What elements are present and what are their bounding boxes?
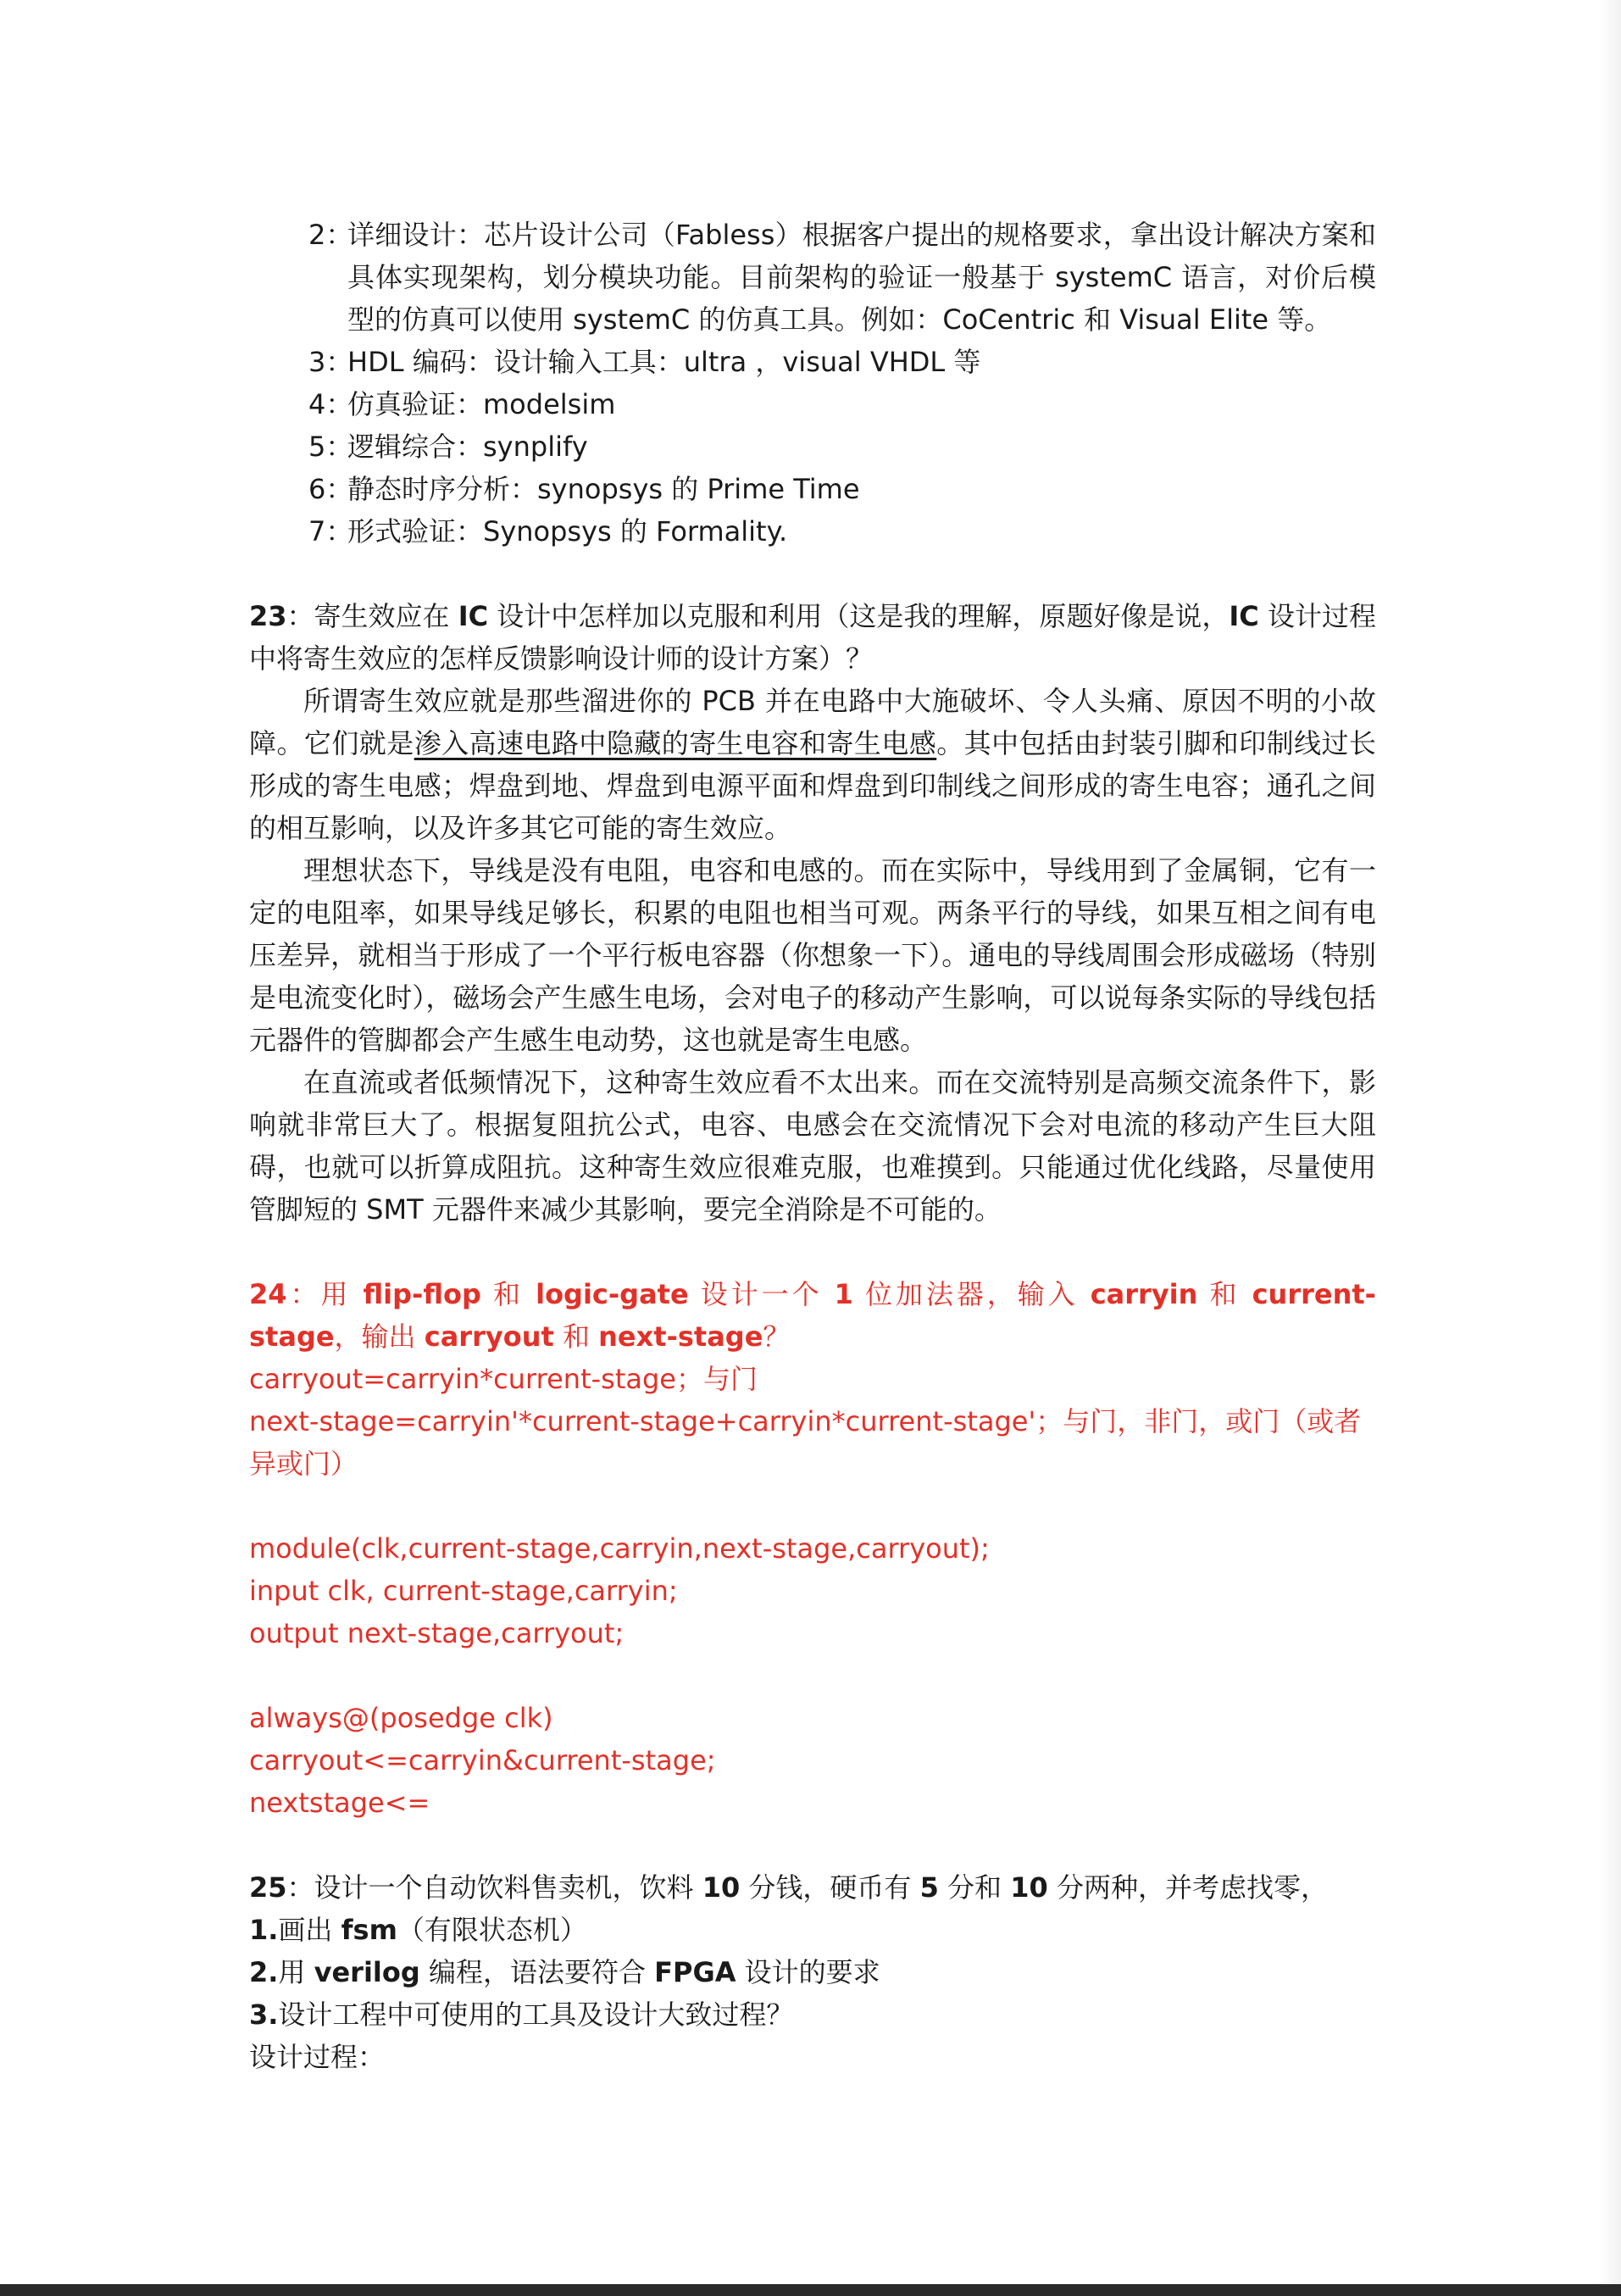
code-line: carryout<=carryin&current-stage; (249, 1744, 716, 1776)
item-term: fsm (341, 1914, 397, 1946)
title-text: 分钱，硬币有 (740, 1871, 920, 1904)
title-text: ：用 (286, 1278, 364, 1310)
title-text: 分和 (938, 1871, 1011, 1904)
question-25 (249, 1866, 1376, 2078)
list-number: 7： (308, 515, 353, 548)
paragraph-text: 所谓寄生效应就是那些溜进你的 PCB 并在电路中大施破坏、令人头痛、原因不明的小故障。它们就是 (249, 685, 1376, 759)
list-text: 静态时序分析：synopsys 的 Prime Time (347, 473, 860, 505)
question-24-title (249, 1273, 1376, 1358)
code-line: output next-stage,carryout; (249, 1617, 625, 1649)
paragraph-text: 。其中包括由封装引脚和印制线过长形成的寄生电感；焊盘到地、焊盘到电源平面和焊盘到印制线之间形成的寄生电容；通孔之间的相互影响，以及许多其它可能的寄生效应。 (249, 727, 1376, 844)
code-line: input clk, current-stage,carryin; (249, 1575, 678, 1607)
item-term: verilog (314, 1956, 420, 1988)
title-text: ：设计一个自动饮料售卖机，饮料 (286, 1871, 702, 1904)
design-flow-list (249, 214, 1376, 553)
item-text: 画出 (278, 1914, 341, 1946)
paragraph (249, 680, 1376, 849)
document-body (249, 214, 1376, 2078)
title-term: 5 (919, 1871, 939, 1904)
design-process-label: 设计过程： (249, 2041, 386, 2073)
code-line: module(clk,current-stage,carryin,next-stage,carryout); (249, 1532, 990, 1565)
title-text: ，输出 (334, 1320, 425, 1353)
question-number: 25 (249, 1871, 287, 1904)
equation-next-stage: next-stage=carryin'*current-stage+carryin*current-stage'；与门，非门，或门（或者异或门） (249, 1405, 1362, 1480)
requirement-item (249, 1951, 1376, 1993)
title-text: 和 (480, 1278, 536, 1310)
item-text: 设计工程中可使用的工具及设计大致过程？ (278, 1999, 794, 2031)
list-text: 详细设计：芯片设计公司（Fabless）根据客户提出的规格要求，拿出设计解决方案和具体实现架构，划分模块功能。目前架构的验证一般基于 systemC 语言，对价后模型的仿真可以使用 systemC 的仿真工具。例如：CoCentric 和 Visual Elite 等。 (347, 219, 1376, 336)
list-item (249, 425, 1376, 468)
list-item (249, 510, 1376, 553)
title-term: IC (458, 600, 489, 632)
title-term: current-stage (249, 1278, 1376, 1353)
list-number: 4： (308, 388, 353, 420)
title-text: 位加法器，输入 (852, 1278, 1091, 1310)
title-text: 和 (1197, 1278, 1252, 1310)
list-item (249, 341, 1376, 383)
underlined-text: 渗入高速电路中隐藏的寄生电容和寄生电感 (414, 727, 937, 759)
list-text: 仿真验证：modelsim (347, 388, 616, 420)
item-text: （有限状态机） (397, 1914, 587, 1946)
title-text: 和 (553, 1320, 599, 1353)
paragraph: 理想状态下，导线是没有电阻，电容和电感的。而在实际中，导线用到了金属铜，它有一定的电阻率，如果导线足够长，积累的电阻也相当可观。两条平行的导线，如果互相之间有电压差异，就相当于形成了一个平行板电容器（你想象一下）。通电的导线周围会形成磁场（特别是电流变化时），磁场会产生感生电场，会对电子的移动产生影响，可以说每条实际的导线包括元器件的管脚都会产生感生电动势，这也就是寄生电感。 (249, 854, 1376, 1056)
code-line: always@(posedge clk) (249, 1702, 553, 1734)
item-text: 编程，语法要符合 (419, 1956, 655, 1988)
list-number: 2： (308, 219, 353, 251)
title-term: flip-flop (363, 1278, 481, 1310)
equation-carryout: carryout=carryin*current-stage；与门 (249, 1363, 758, 1395)
title-term: 1 (834, 1278, 853, 1310)
question-25-title (249, 1866, 1376, 1909)
item-number: 1. (249, 1914, 279, 1946)
list-number: 6： (308, 473, 353, 505)
item-text: 用 (278, 1956, 314, 1988)
title-term: 10 (702, 1871, 741, 1904)
title-text: 设计一个 (688, 1278, 835, 1310)
requirement-item (249, 1909, 1376, 1951)
item-number: 3. (249, 1999, 279, 2031)
list-item (249, 468, 1376, 510)
title-term: IC (1229, 600, 1259, 632)
paragraph: 在直流或者低频情况下，这种寄生效应看不太出来。而在交流特别是高频交流条件下，影响就非常巨大了。根据复阻抗公式，电容、电感会在交流情况下会对电流的移动产生巨大阻碍，也就可以折算成阻抗。这种寄生效应很难克服，也难摸到。只能通过优化线路，尽量使用管脚短的 SMT 元器件来减少其影响，要完全消除是不可能的。 (249, 1066, 1376, 1226)
question-24 (249, 1273, 1376, 1824)
list-text: 形式验证：Synopsys 的 Formality. (347, 515, 788, 548)
list-item (249, 214, 1376, 341)
question-23-title (249, 595, 1376, 680)
title-term: 10 (1010, 1871, 1048, 1904)
question-23 (249, 595, 1376, 1231)
list-text: HDL 编码：设计输入工具：ultra ，visual VHDL 等 (347, 346, 981, 378)
requirement-item (249, 1993, 1376, 2036)
code-line: nextstage<= (249, 1787, 430, 1819)
title-text: ：寄生效应在 (286, 600, 458, 632)
page-bottom-edge (0, 2284, 1621, 2296)
title-term: carryout (424, 1320, 554, 1353)
question-number: 23 (249, 600, 287, 632)
title-term: carryin (1090, 1278, 1198, 1310)
title-text: 分两种，并考虑找零， (1047, 1871, 1328, 1904)
page-edge (1599, 0, 1621, 2296)
question-number: 24 (249, 1278, 287, 1310)
title-term: logic-gate (536, 1278, 689, 1310)
title-text: 设计过程中将寄生效应的怎样反馈影响设计师的设计方案）？ (249, 600, 1376, 675)
list-item (249, 383, 1376, 425)
title-text: 设计中怎样加以克服和利用（这是我的理解，原题好像是说， (488, 600, 1230, 632)
list-number: 3： (308, 346, 353, 378)
item-number: 2. (249, 1956, 279, 1988)
list-text: 逻辑综合：synplify (347, 431, 588, 463)
list-number: 5： (308, 431, 353, 463)
item-term: FPGA (654, 1956, 736, 1988)
item-text: 设计的要求 (736, 1956, 880, 1988)
title-term: next-stage (598, 1320, 763, 1353)
title-text: ？ (763, 1320, 791, 1353)
